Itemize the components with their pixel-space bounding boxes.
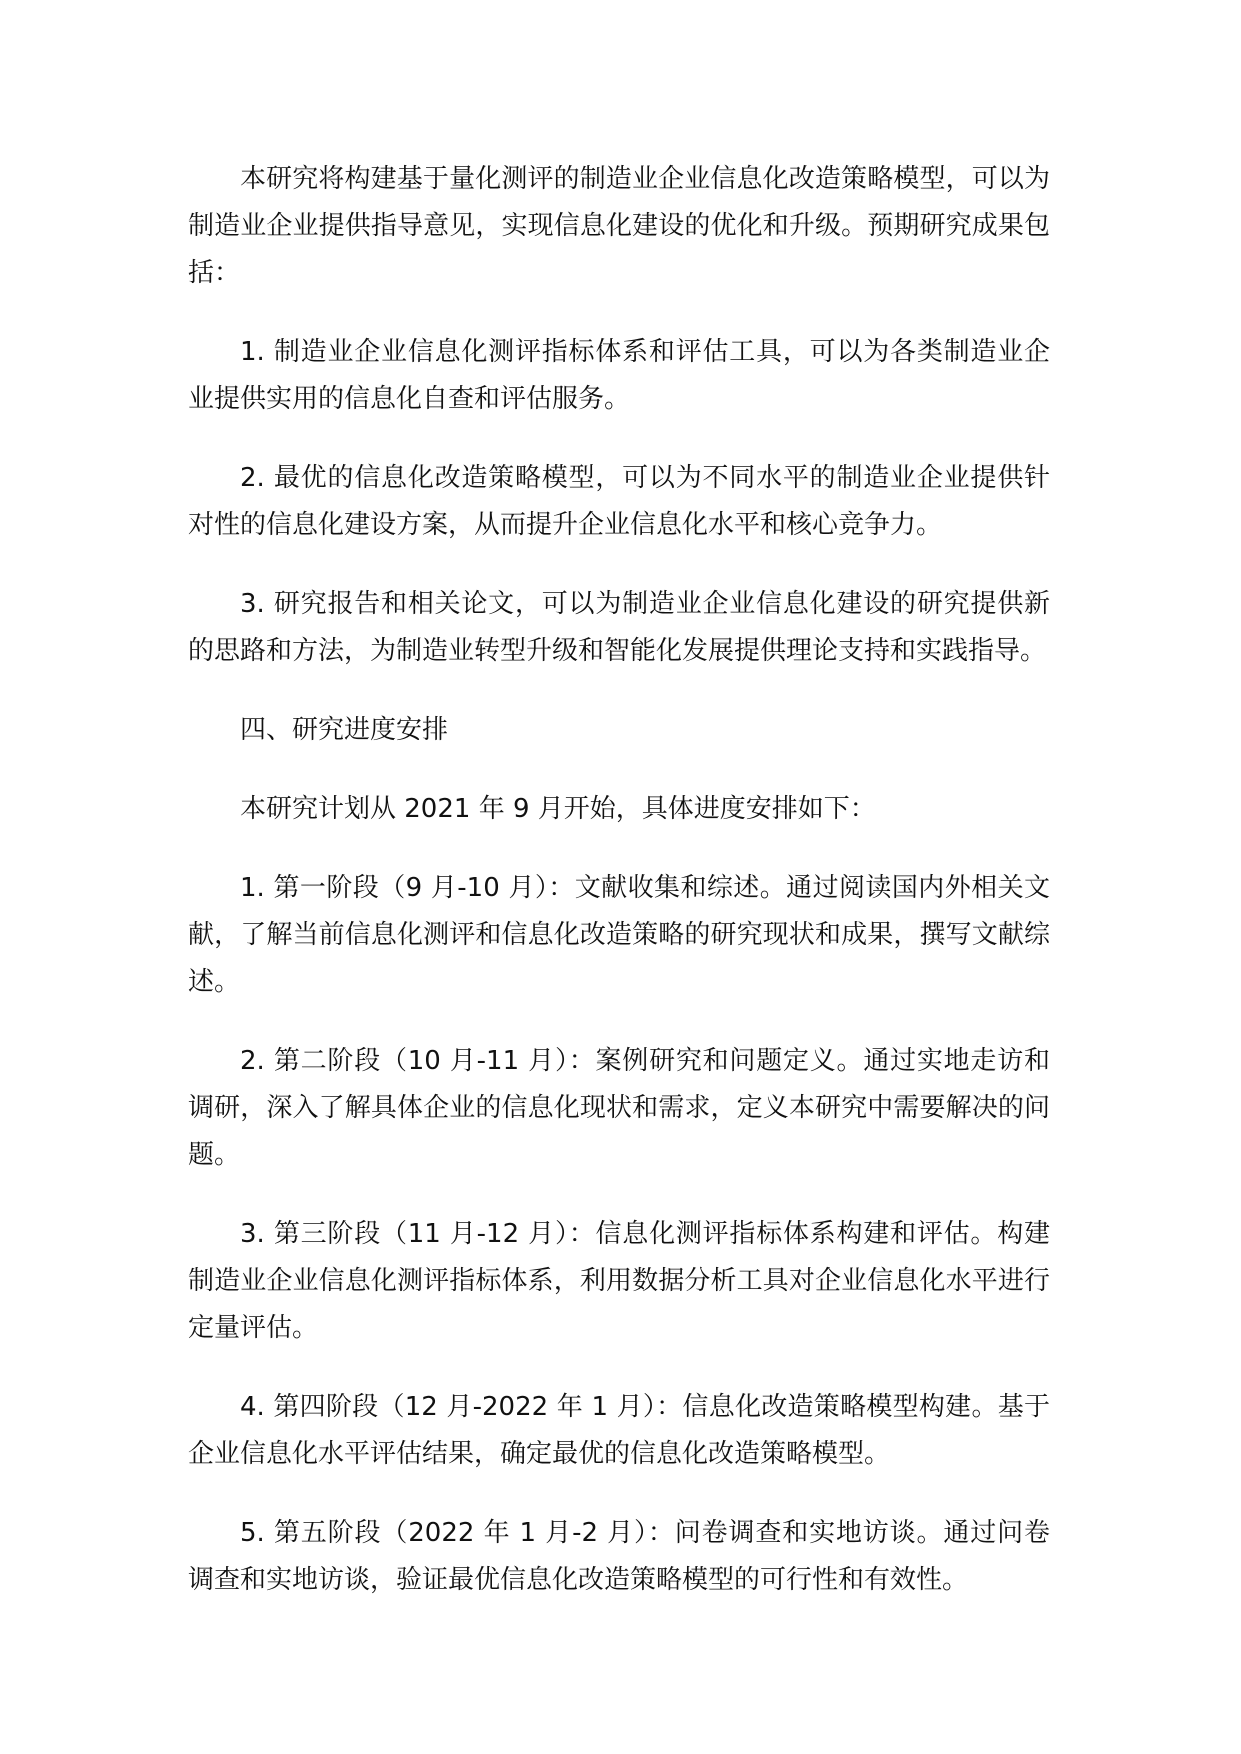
outcome-item-2: 2. 最优的信息化改造策略模型，可以为不同水平的制造业企业提供针对性的信息化建设方案，从而提升企业信息化水平和核心竞争力。 [188, 463, 1050, 540]
phase-item-4: 4. 第四阶段（12 月-2022 年 1 月）：信息化改造策略模型构建。基于企业信息化水平评估结果，确定最优的信息化改造策略模型。 [188, 1392, 1050, 1469]
document-body [188, 156, 1050, 1636]
outcome-item-1: 1. 制造业企业信息化测评指标体系和评估工具，可以为各类制造业企业提供实用的信息化自查和评估服务。 [188, 337, 1050, 414]
intro-paragraph: 本研究将构建基于量化测评的制造业企业信息化改造策略模型，可以为制造业企业提供指导意见，实现信息化建设的优化和升级。预期研究成果包括： [188, 164, 1050, 288]
phase-item-1: 1. 第一阶段（9 月-10 月）：文献收集和综述。通过阅读国内外相关文献，了解当前信息化测评和信息化改造策略的研究现状和成果，撰写文献综述。 [188, 873, 1050, 997]
section-heading: 四、研究进度安排 [240, 715, 449, 745]
outcome-item-3: 3. 研究报告和相关论文，可以为制造业企业信息化建设的研究提供新的思路和方法，为制造业转型升级和智能化发展提供理论支持和实践指导。 [188, 589, 1050, 666]
phase-item-5: 5. 第五阶段（2022 年 1 月-2 月）：问卷调查和实地访谈。通过问卷调查和实地访谈，验证最优信息化改造策略模型的可行性和有效性。 [188, 1518, 1050, 1595]
schedule-intro: 本研究计划从 2021 年 9 月开始，具体进度安排如下： [240, 794, 876, 824]
phase-item-2: 2. 第二阶段（10 月-11 月）：案例研究和问题定义。通过实地走访和调研，深入了解具体企业的信息化现状和需求，定义本研究中需要解决的问题。 [188, 1046, 1050, 1170]
phase-item-3: 3. 第三阶段（11 月-12 月）：信息化测评指标体系构建和评估。构建制造业企业信息化测评指标体系，利用数据分析工具对企业信息化水平进行定量评估。 [188, 1219, 1050, 1343]
